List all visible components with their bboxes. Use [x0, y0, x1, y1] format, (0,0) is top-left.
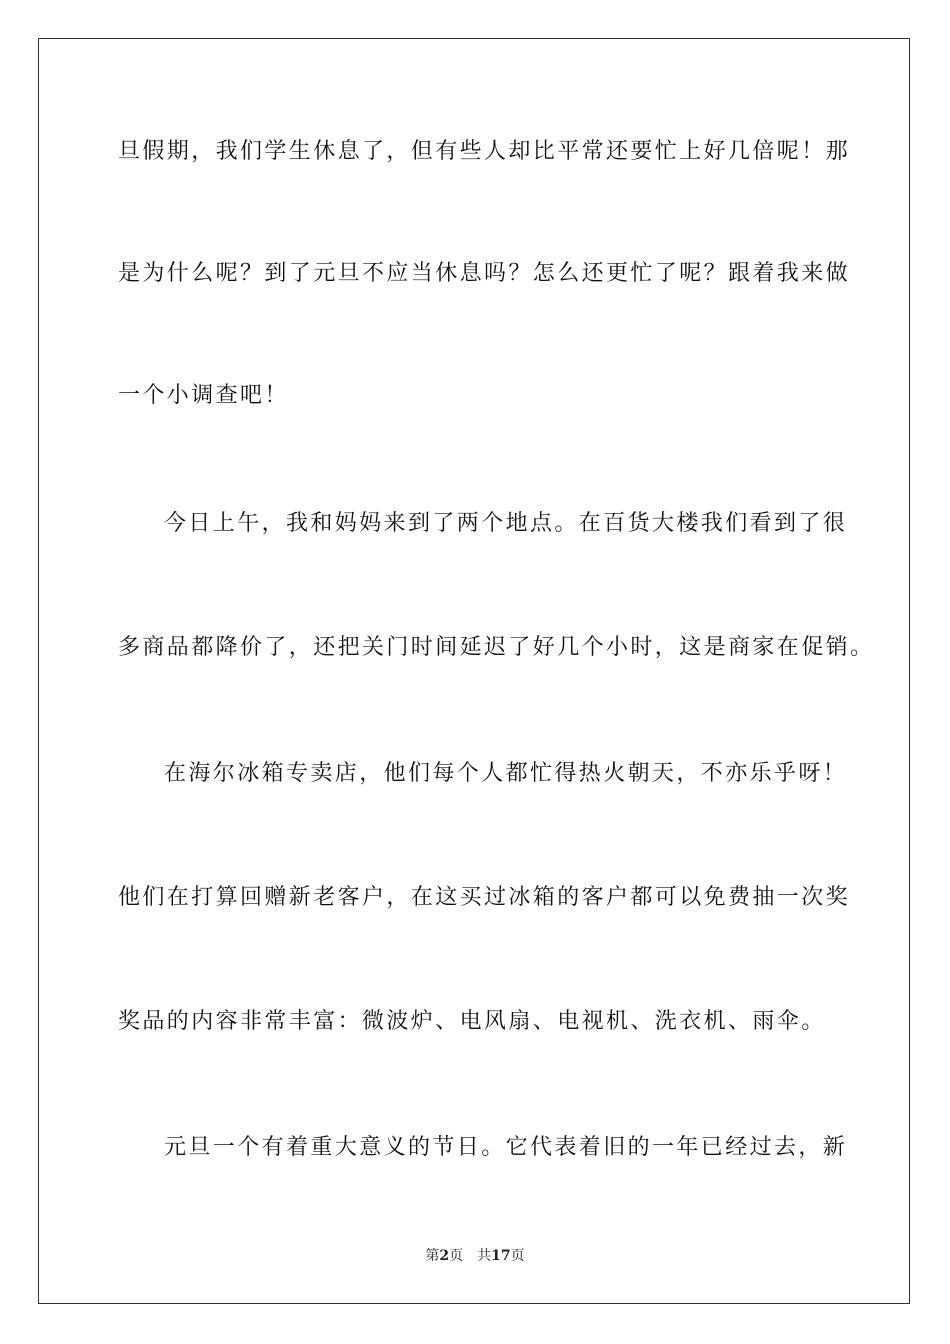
- text-line-3: 一个小调查吧！: [118, 383, 289, 408]
- text-line-4: 今日上午，我和妈妈来到了两个地点。在百货大楼我们看到了很: [164, 511, 848, 536]
- text-line-7: 他们在打算回赠新老客户，在这买过冰箱的客户都可以免费抽一次奖: [118, 885, 851, 910]
- footer-total-prefix: 共: [477, 1248, 492, 1264]
- text-line-1: 旦假期，我们学生休息了，但有些人却比平常还要忙上好几倍呢！那: [118, 139, 851, 164]
- text-line-6: 在海尔冰箱专卖店，他们每个人都忙得热火朝天，不亦乐乎呀！: [164, 761, 848, 786]
- text-line-5: 多商品都降价了，还把关门时间延迟了好几个小时，这是商家在促销。: [118, 635, 875, 660]
- footer-total-pages: 17: [491, 1248, 511, 1264]
- footer-page-number: 2: [439, 1248, 450, 1264]
- text-line-9: 元旦一个有着重大意义的节日。它代表着旧的一年已经过去，新: [164, 1135, 848, 1160]
- page-border: [38, 38, 910, 1304]
- text-line-8: 奖品的内容非常丰富：微波炉、电风扇、电视机、洗衣机、雨伞。: [118, 1009, 826, 1034]
- footer-total-suffix: 页: [510, 1248, 525, 1264]
- footer-page-suffix: 页: [449, 1248, 464, 1264]
- text-line-2: 是为什么呢？到了元旦不应当休息吗？怎么还更忙了呢？跟着我来做: [118, 261, 851, 286]
- page-footer: [0, 1246, 950, 1266]
- footer-page-prefix: 第: [425, 1248, 440, 1264]
